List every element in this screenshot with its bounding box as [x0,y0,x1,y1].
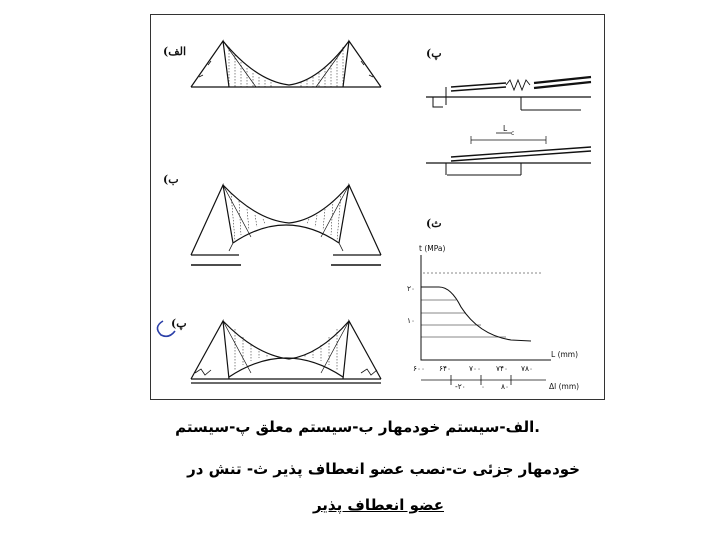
figure-panel [150,14,605,400]
structure-a [191,41,381,87]
caption-line-3: عضو انعطاف پذیر [312,496,444,514]
label-t: ث) [426,217,442,230]
x-tick-740: ۷۴۰ [496,364,509,373]
dimension-sub: c [511,130,515,137]
y-tick-10: ۱۰ [407,316,416,325]
spring-detail-bottom [426,133,591,175]
caption-line-2: خودمهار جزئی ت-نصب عضو انعطاف پذیر ث- تنش در [187,460,580,478]
chart-d-label: Δl (mm) [549,382,580,391]
label-a: الف) [163,45,186,58]
dimension-label: L [503,124,508,133]
x-tick-600: ۶۰۰ [413,364,426,373]
label-p-left: پ) [171,317,187,330]
x-tick-700: ۷۰۰ [469,364,482,373]
figure-drawing [151,15,606,401]
chart-x-label: L (mm) [551,350,579,359]
caption-line-1: .الف-سیستم خودمهار ب-سیستم معلق پ-سیستم [175,418,540,436]
chart-y-label: t (MPa) [419,244,446,253]
x-tick-640: ۶۴۰ [439,364,452,373]
structure-b [191,185,381,265]
label-p: پ) [426,47,442,60]
d-tick-minus20: -۲۰ [455,382,466,391]
structure-c [191,321,381,383]
d-tick-0: ۰ [481,382,486,391]
label-b: ب) [163,173,179,186]
spring-detail-top [426,77,591,110]
x-tick-780: ۷۸۰ [521,364,534,373]
d-tick-80: ۸۰ [501,382,510,391]
y-tick-20: ۲۰ [407,284,416,293]
